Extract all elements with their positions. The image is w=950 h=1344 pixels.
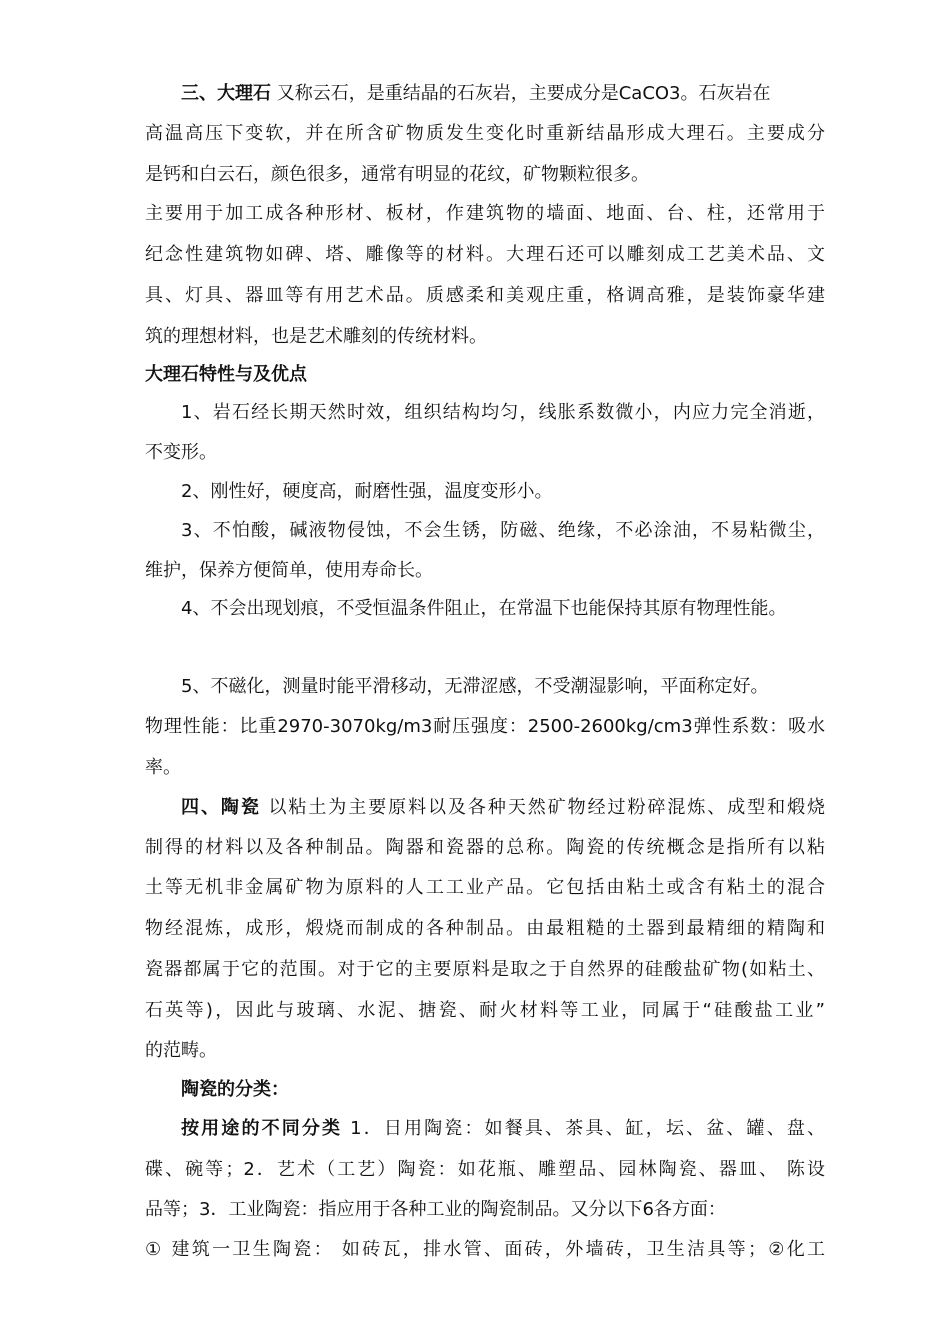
list-item: 2、刚性好，硬度高，耐磨性强，温度变形小。 <box>181 481 553 502</box>
text-line: 碟、碗等；2．艺术（工艺）陶瓷：如花瓶、雕塑品、园林陶瓷、器皿、 陈设 <box>145 1159 825 1180</box>
text-line: 瓷器都属于它的范围。对于它的主要原料是取之于自然界的硅酸盐矿物(如粘土、 <box>145 959 825 980</box>
ceramics-heading-line <box>181 788 825 828</box>
text-line: 具、灯具、器皿等有用艺术品。质感柔和美观庄重，格调高雅，是装饰豪华建 <box>145 285 825 306</box>
text-line: 筑的理想材料，也是艺术雕刻的传统材料。 <box>145 326 487 347</box>
text-line: 高温高压下变软，并在所含矿物质发生变化时重新结晶形成大理石。主要成分 <box>145 123 825 144</box>
ceramics-classification-heading: 陶瓷的分类： <box>181 1079 289 1100</box>
text-line: 维护，保养方便简单，使用寿命长。 <box>145 560 433 581</box>
marble-intro-text: 又称云石，是重结晶的石灰岩，主要成分是CaCO3。石灰岩在 <box>271 83 771 104</box>
list-item: 3、不怕酸，碱液物侵蚀，不会生锈，防磁、绝缘，不必涂油，不易粘微尘， <box>181 520 825 541</box>
text-line: 的范畴。 <box>145 1040 217 1061</box>
physical-properties-line: 物理性能：比重2970-3070kg/m3耐压强度：2500-2600kg/cm3弹性系数：吸水 <box>145 716 825 737</box>
usage-classification-heading: 按用途的不同分类 <box>181 1118 343 1139</box>
text-line: 物经混炼，成形，煅烧而制成的各种制品。由最粗糙的土器到最精细的精陶和 <box>145 918 825 939</box>
text-line: ① 建筑一卫生陶瓷： 如砖瓦，排水管、面砖，外墙砖，卫生洁具等；②化工 <box>145 1239 825 1260</box>
text-line: 制得的材料以及各种制品。陶器和瓷器的总称。陶瓷的传统概念是指所有以粘 <box>145 837 825 858</box>
marble-heading: 三、大理石 <box>181 83 271 104</box>
list-item: 1、岩石经长期天然时效，组织结构均匀，线胀系数微小，内应力完全消逝， <box>181 402 825 423</box>
ceramics-intro-text: 以粘土为主要原料以及各种天然矿物经过粉碎混炼、成型和煅烧 <box>260 797 825 818</box>
usage-classification-text: 1．日用陶瓷：如餐具、茶具、缸，坛、盆、罐、盘、 <box>342 1118 825 1139</box>
list-item: 4、不会出现划痕，不受恒温条件阻止，在常温下也能保持其原有物理性能。 <box>181 598 787 619</box>
list-item: 5、不磁化，测量时能平滑移动，无滞涩感，不受潮湿影响，平面称定好。 <box>181 676 769 697</box>
text-line: 石英等)，因此与玻璃、水泥、搪瓷、耐火材料等工业，同属于“硅酸盐工业” <box>145 1000 825 1021</box>
text-line: 纪念性建筑物如碑、塔、雕像等的材料。大理石还可以雕刻成工艺美术品、文 <box>145 244 825 265</box>
ceramics-heading: 四、陶瓷 <box>181 797 261 818</box>
text-line: 品等；3．工业陶瓷：指应用于各种工业的陶瓷制品。又分以下6各方面： <box>145 1199 726 1220</box>
text-line: 土等无机非金属矿物为原料的人工工业产品。它包括由粘土或含有粘土的混合 <box>145 877 825 898</box>
marble-heading-line <box>181 74 825 114</box>
marble-properties-heading: 大理石特性与及优点 <box>145 364 307 385</box>
text-line: 是钙和白云石，颜色很多，通常有明显的花纹，矿物颗粒很多。 <box>145 164 649 185</box>
text-line: 率。 <box>145 757 181 778</box>
usage-classification-line <box>181 1109 825 1149</box>
text-line: 不变形。 <box>145 442 217 463</box>
text-line: 主要用于加工成各种形材、板材，作建筑物的墙面、地面、台、柱，还常用于 <box>145 203 825 224</box>
